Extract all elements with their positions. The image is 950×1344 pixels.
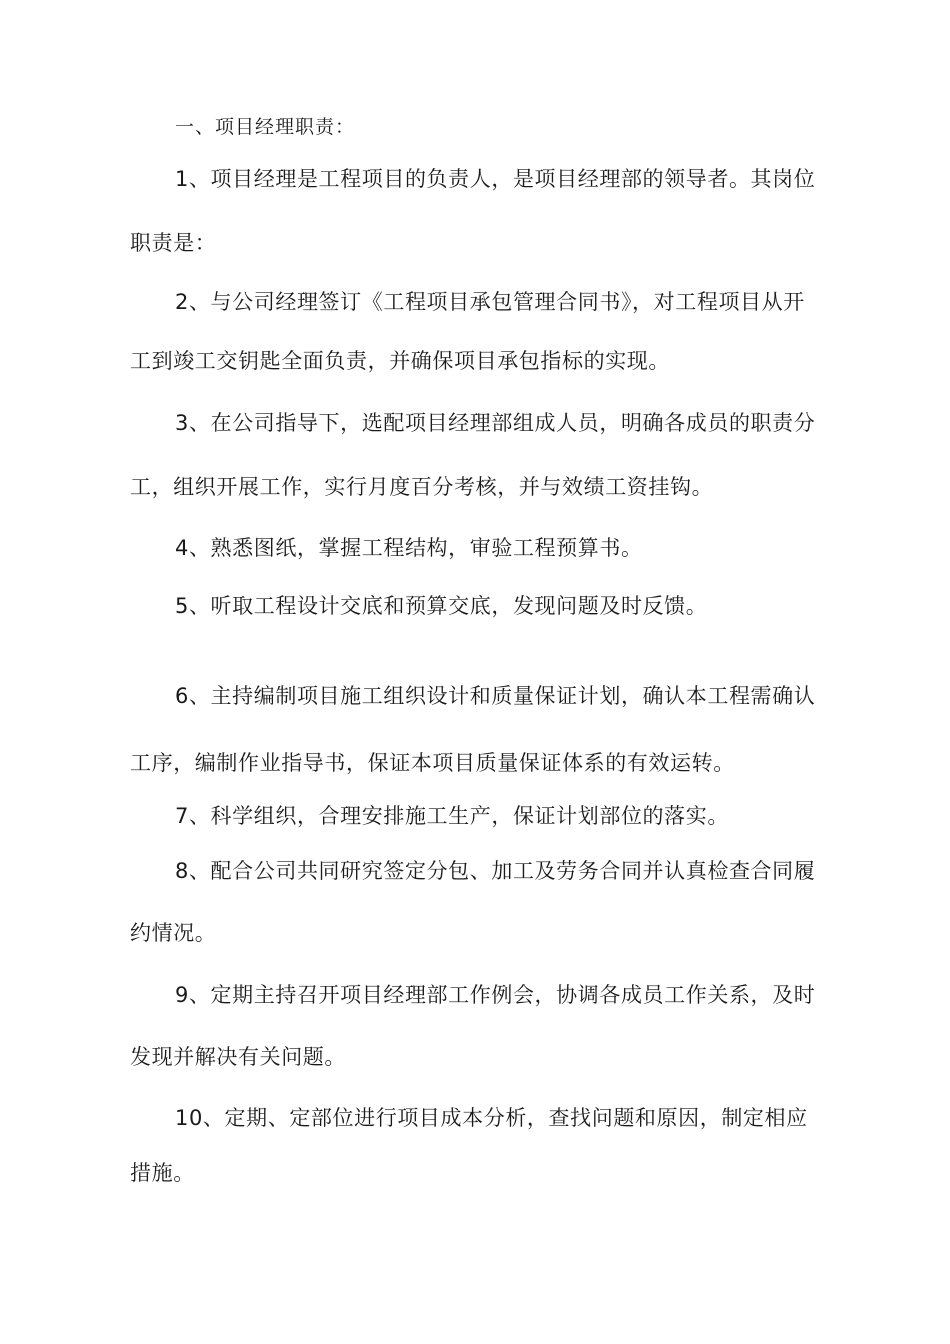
paragraph-line: 措施。 bbox=[130, 1161, 195, 1185]
paragraph-line: 职责是： bbox=[130, 231, 217, 255]
paragraph-line: 4、熟悉图纸，掌握工程结构，审验工程预算书。 bbox=[175, 536, 643, 560]
paragraph-line: 1、项目经理是工程项目的负责人，是项目经理部的领导者。其岗位 bbox=[175, 167, 816, 191]
paragraph-line: 发现并解决有关问题。 bbox=[130, 1045, 346, 1069]
section-heading: 一、项目经理职责： bbox=[175, 116, 356, 138]
paragraph-line: 约情况。 bbox=[130, 921, 217, 945]
paragraph-line: 工，组织开展工作，实行月度百分考核，并与效绩工资挂钩。 bbox=[130, 475, 714, 499]
paragraph-line: 9、定期主持召开项目经理部工作例会，协调各成员工作关系，及时 bbox=[175, 983, 816, 1007]
paragraph-line: 工序，编制作业指导书，保证本项目质量保证体系的有效运转。 bbox=[130, 751, 735, 775]
paragraph-line: 10、定期、定部位进行项目成本分析，查找问题和原因，制定相应 bbox=[175, 1106, 808, 1130]
paragraph-line: 7、科学组织，合理安排施工生产，保证计划部位的落实。 bbox=[175, 804, 729, 828]
paragraph-line: 2、与公司经理签订《工程项目承包管理合同书》，对工程项目从开 bbox=[175, 290, 805, 314]
paragraph-line: 工到竣工交钥匙全面负责，并确保项目承包指标的实现。 bbox=[130, 349, 670, 373]
paragraph-line: 3、在公司指导下，选配项目经理部组成人员，明确各成员的职责分 bbox=[175, 411, 816, 435]
paragraph-line: 8、配合公司共同研究签定分包、加工及劳务合同并认真检查合同履 bbox=[175, 859, 816, 883]
paragraph-line: 5、听取工程设计交底和预算交底，发现问题及时反馈。 bbox=[175, 594, 708, 618]
paragraph-line: 6、主持编制项目施工组织设计和质量保证计划，确认本工程需确认 bbox=[175, 684, 816, 708]
